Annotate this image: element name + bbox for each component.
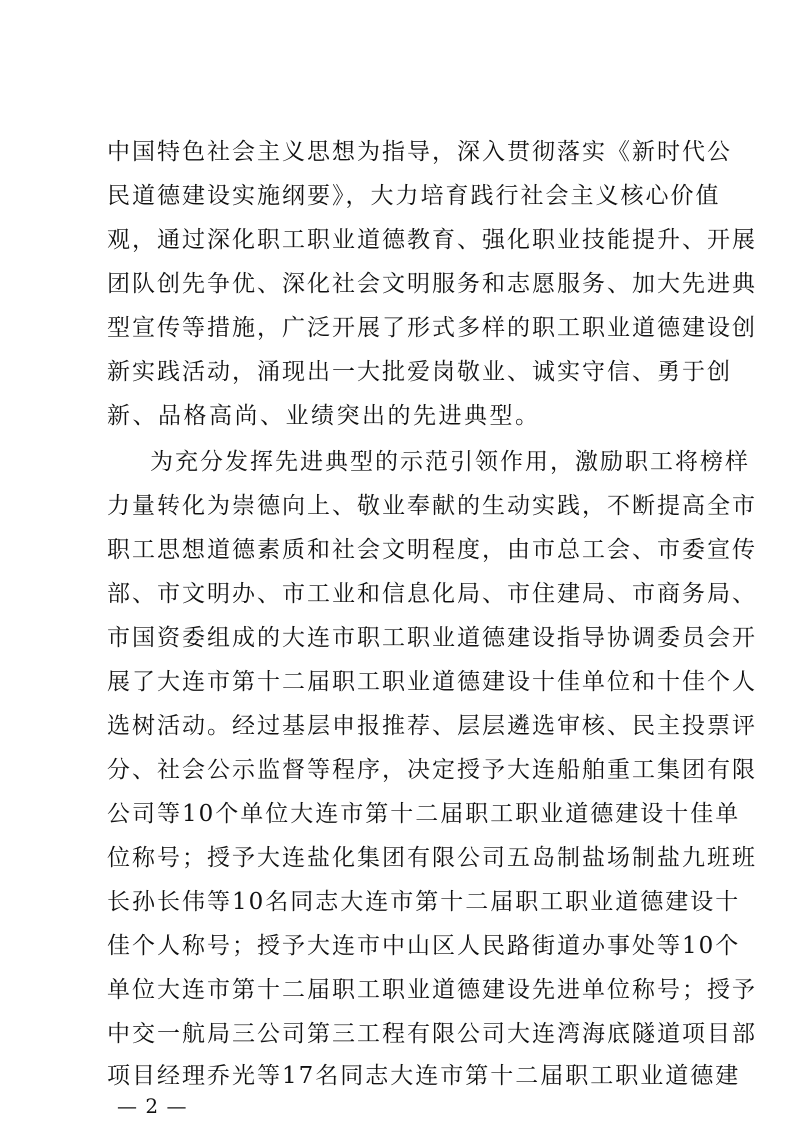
- body-text-line: 公司等10个单位大连市第十二届职工职业道德建设十佳单: [107, 801, 741, 827]
- body-text-line: 位称号；授予大连盐化集团有限公司五岛制盐场制盐九班班: [107, 845, 757, 871]
- body-text-line: 市国资委组成的大连市职工职业道德建设指导协调委员会开: [107, 625, 757, 651]
- body-text-line: 新实践活动，涌现出一大批爱岗敬业、诚实守信、勇于创: [107, 359, 732, 385]
- body-text-line: 展了大连市第十二届职工职业道德建设十佳单位和十佳个人: [107, 669, 757, 695]
- body-text-line: 选树活动。经过基层申报推荐、层层遴选审核、民主投票评: [107, 713, 757, 739]
- body-text-line: 部、市文明办、市工业和信息化局、市住建局、市商务局、: [107, 581, 757, 607]
- body-text-line: 新、品格高尚、业绩突出的先进典型。: [107, 403, 541, 429]
- body-text-line: 团队创先争优、深化社会文明服务和志愿服务、加大先进典: [107, 271, 757, 297]
- body-text-line: 中交一航局三公司第三工程有限公司大连湾海底隧道项目部: [107, 1021, 757, 1047]
- body-text-line: 佳个人称号；授予大连市中山区人民路街道办事处等10个: [107, 933, 741, 959]
- body-text-line: 中国特色社会主义思想为指导，深入贯彻落实《新时代公: [107, 139, 732, 165]
- body-text-line: 观，通过深化职工职业道德教育、强化职业技能提升、开展: [107, 227, 757, 253]
- page-number: — 2 —: [117, 1094, 188, 1118]
- body-text-line: 长孙长伟等10名同志大连市第十二届职工职业道德建设十: [107, 889, 741, 915]
- body-text-line: 为充分发挥先进典型的示范引领作用，激励职工将榜样: [150, 449, 750, 475]
- body-text-line: 职工思想道德素质和社会文明程度，由市总工会、市委宣传: [107, 537, 757, 563]
- body-text-line: 分、社会公示监督等程序，决定授予大连船舶重工集团有限: [107, 757, 757, 783]
- body-text-line: 单位大连市第十二届职工职业道德建设先进单位称号；授予: [107, 977, 757, 1003]
- body-text-line: 型宣传等措施，广泛开展了形式多样的职工职业道德建设创: [107, 315, 757, 341]
- body-text-line: 民道德建设实施纲要》，大力培育践行社会主义核心价值: [107, 183, 721, 209]
- body-text-line: 力量转化为崇德向上、敬业奉献的生动实践，不断提高全市: [107, 493, 757, 519]
- body-text-line: 项目经理乔光等17名同志大连市第十二届职工职业道德建: [107, 1063, 741, 1089]
